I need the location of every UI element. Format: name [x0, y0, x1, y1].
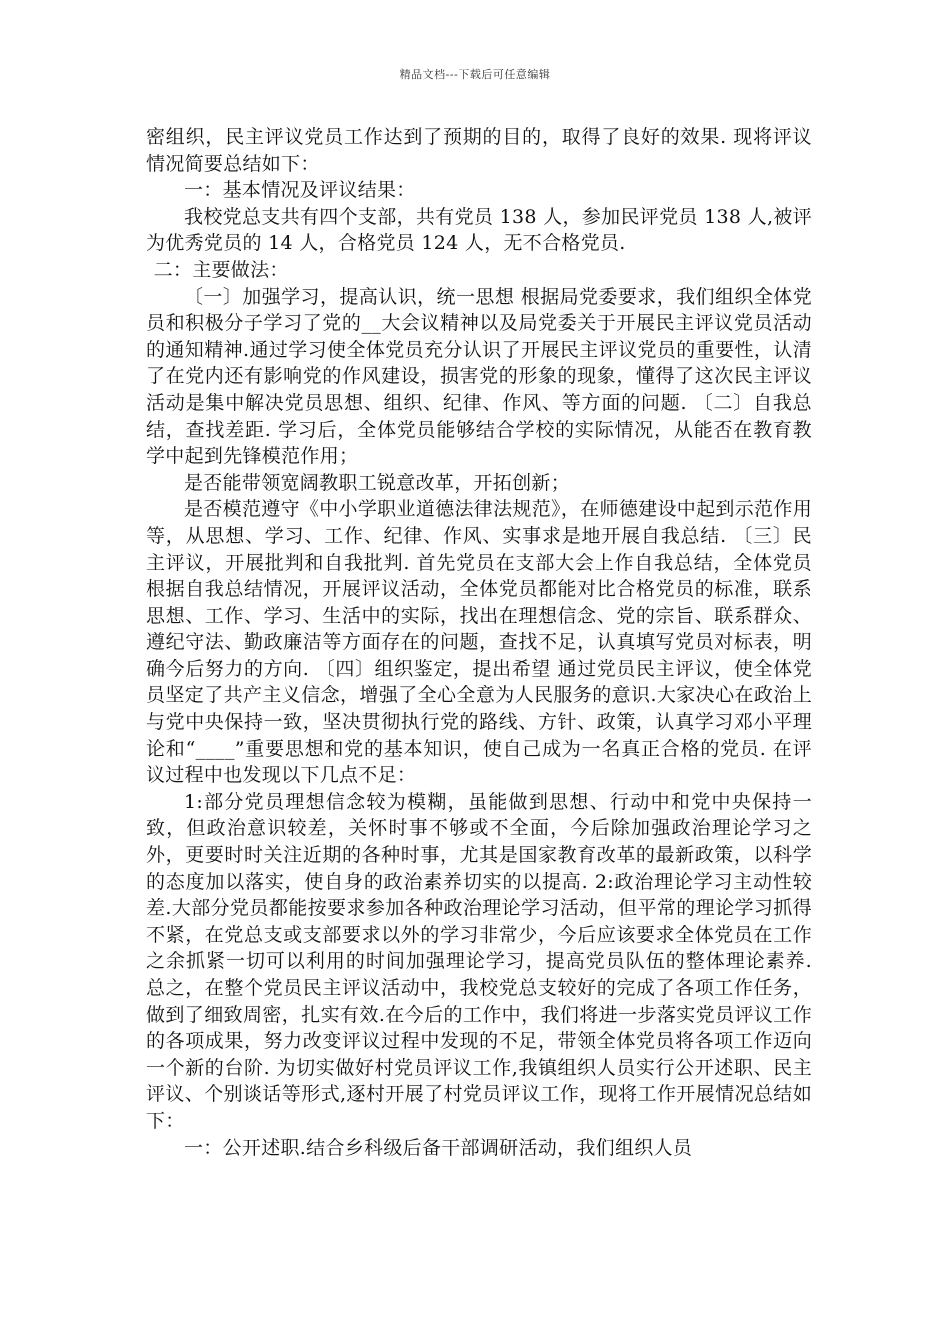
paragraph: 是否能带领宽阔教职工锐意改革，开拓创新；: [184, 471, 571, 494]
paragraph: 我校党总支共有四个支部，共有党员 138 人，参加民评党员 138 人,被评为优秀党员的 14 人，合格党员 124 人，无不合格党员.: [146, 205, 812, 255]
paragraph: 是否模范遵守《中小学职业道德法律法规范》，在师德建设中起到示范作用等，从思想、学习、工作、纪律、作风、实事求是地开展自我总结. 〔三〕民主评议，开展批判和自我批判. 首先党员在支部大会上作自我总结，全体党员根据自我总结情况，开展评议活动，全体党员都能对比合格党员的标准，联系思想、工作、学习、生活中的实际，找出在理想信念、党的宗旨、联系群众、遵纪守法、勤政廉洁等方面存在的问题，查找不足，认真填写党员对标表，明确今后努力的方向. 〔四〕组织鉴定，提出希望 通过党员民主评议，使全体党员坚定了共产主义信念，增强了全心全意为人民服务的意识.大家决心在政治上与党中央保持一致，坚决贯彻执行党的路线、方针、政策，认真学习邓小平理论和“____”重要思想和党的基本知识，使自己成为一名真正合格的党员. 在评议过程中也发现以下几点不足：: [146, 498, 812, 787]
paragraph: 密组织，民主评议党员工作达到了预期的目的，取得了良好的效果. 现将评议情况简要总结如下：: [146, 126, 812, 175]
paragraph: 1:部分党员理想信念较为模糊，虽能做到思想、行动中和党中央保持一致，但政治意识较差，关怀时事不够或不全面，今后除加强政治理论学习之外，更要时时关注近期的各种时事，尤其是国家教育改革的最新政策，以科学的态度加以落实，使自身的政治素养切实的以提高. 2:政治理论学习主动性较差.大部分党员都能按要求参加各种政治理论学习活动，但平常的理论学习抓得不紧，在党总支或支部要求以外的学习非常少，今后应该要求全体党员在工作之余抓紧一切可以利用的时间加强理论学习，提高党员队伍的整体理论素养. 总之，在整个党员民主评议活动中，我校党总支较好的完成了各项工作任务，做到了细致周密，扎实有效.在今后的工作中，我们将进一步落实党员评议工作的各项成果，努力改变评议过程中发现的不足，带领全体党员将各项工作迈向一个新的台阶. 为切实做好村党员评议工作,我镇组织人员实行公开述职、民主评议、个别谈话等形式,逐村开展了村党员评议工作，现将工作开展情况总结如下：: [146, 790, 812, 1132]
page-header: 精品文档---下载后可任意编辑: [399, 68, 551, 81]
paragraph: 一：公开述职.结合乡科级后备干部调研活动，我们组织人员: [184, 1136, 693, 1159]
section-heading: 一：基本情况及评议结果：: [184, 179, 416, 202]
document-body: [146, 124, 812, 1161]
section-heading: 二：主要做法：: [153, 258, 289, 281]
paragraph: 〔一〕加强学习，提高认识，统一思想 根据局党委要求，我们组织全体党员和积极分子学习了党的__大会议精神以及局党委关于开展民主评议党员活动的通知精神.通过学习使全体党员充分认识了开展民主评议党员的重要性，认清了在党内还有影响党的作风建设，损害党的形象的现象，懂得了这次民主评议活动是集中解决党员思想、组织、纪律、作风、等方面的问题. 〔二〕自我总结，查找差距. 学习后，全体党员能够结合学校的实际情况，从能否在教育教学中起到先锋模范作用；: [146, 285, 812, 468]
